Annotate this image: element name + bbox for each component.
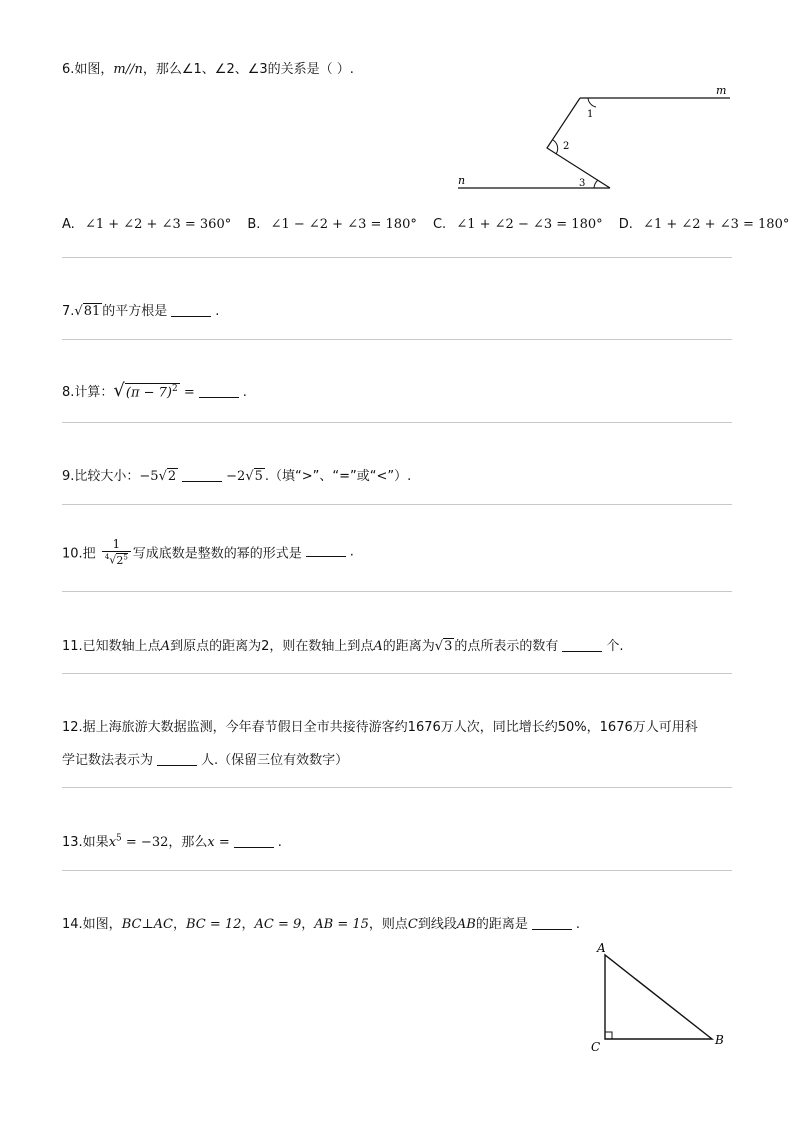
angle-1-arc [588, 98, 596, 107]
question-11: 11.已知数轴上点A到原点的距离为2，则在数轴上到点A的距离为√3 的点所表示的数有 个. [62, 639, 624, 654]
question-7: 7.√81 的平方根是 . [62, 304, 220, 319]
question-14: 14.如图，BC⊥AC，BC = 12，AC = 9，AB = 15，则点C到线段AB的距离是 . [62, 917, 580, 932]
question-13: 13.如果$x^5 = -32$，那么x = . [62, 833, 282, 850]
answer-blank[interactable] [532, 917, 572, 930]
divider [62, 422, 732, 423]
option-b[interactable]: B. ∠1 − ∠2 + ∠3 = 180° [247, 217, 417, 232]
label-1: 1 [587, 109, 594, 120]
q6-figure [450, 82, 740, 197]
q6-suffix: ，那么∠1、∠2、∠3的关系是（ ）. [142, 62, 354, 77]
answer-blank[interactable] [234, 835, 274, 848]
question-9: 9.比较大小：−5√2 −2√5 .（填“>”、“=”或“<”）. [62, 469, 412, 484]
divider [62, 339, 732, 340]
question-12-line-2: 学记数法表示为 人.（保留三位有效数字） [62, 753, 349, 768]
label-3: 3 [579, 178, 586, 189]
option-a[interactable]: A. ∠1 + ∠2 + ∠3 = 360° [62, 217, 232, 232]
q14-triangle-figure [585, 935, 735, 1060]
divider [62, 673, 732, 674]
option-d[interactable]: D. ∠1 + ∠2 + ∠3 = 180° [618, 217, 790, 232]
fraction: $\frac{1}{^4√2^5}$ [102, 537, 131, 567]
label-n: n [458, 174, 466, 187]
divider [62, 787, 732, 788]
question-10: 10.把 $\frac{1}{^4√2^5}$ 写成底数是整数的幂的形式是 . [62, 537, 354, 567]
triangle-abc [605, 955, 712, 1039]
angle-3-arc [594, 180, 598, 188]
q6-prefix: 6.如图， [62, 62, 114, 77]
option-c[interactable]: C. ∠1 + ∠2 − ∠3 = 180° [432, 217, 603, 232]
answer-blank[interactable] [157, 753, 197, 766]
label-2: 2 [563, 141, 570, 152]
answer-blank[interactable] [199, 385, 239, 398]
divider [62, 870, 732, 871]
question-8: 8.计算：$√(\pi - 7)^2$ = . [62, 380, 247, 401]
right-angle-mark [605, 1032, 612, 1039]
vertex-c: C [591, 1040, 601, 1054]
q6-condition: m//n [113, 62, 143, 77]
vertex-b: B [715, 1033, 724, 1047]
question-12-line-1: 12.据上海旅游大数据监测，今年春节假日全市共接待游客约1676万人次，同比增长约50%，1676万人可用科 [62, 720, 698, 735]
answer-blank[interactable] [306, 544, 346, 557]
divider [62, 591, 732, 592]
divider [62, 504, 732, 505]
vertex-a: A [597, 941, 606, 955]
answer-blank[interactable] [171, 304, 211, 317]
answer-blank[interactable] [182, 469, 222, 482]
answer-blank[interactable] [562, 639, 602, 652]
question-6-stem [62, 58, 354, 77]
label-m: m [716, 84, 727, 97]
question-6-options [62, 217, 792, 232]
divider [62, 257, 732, 258]
